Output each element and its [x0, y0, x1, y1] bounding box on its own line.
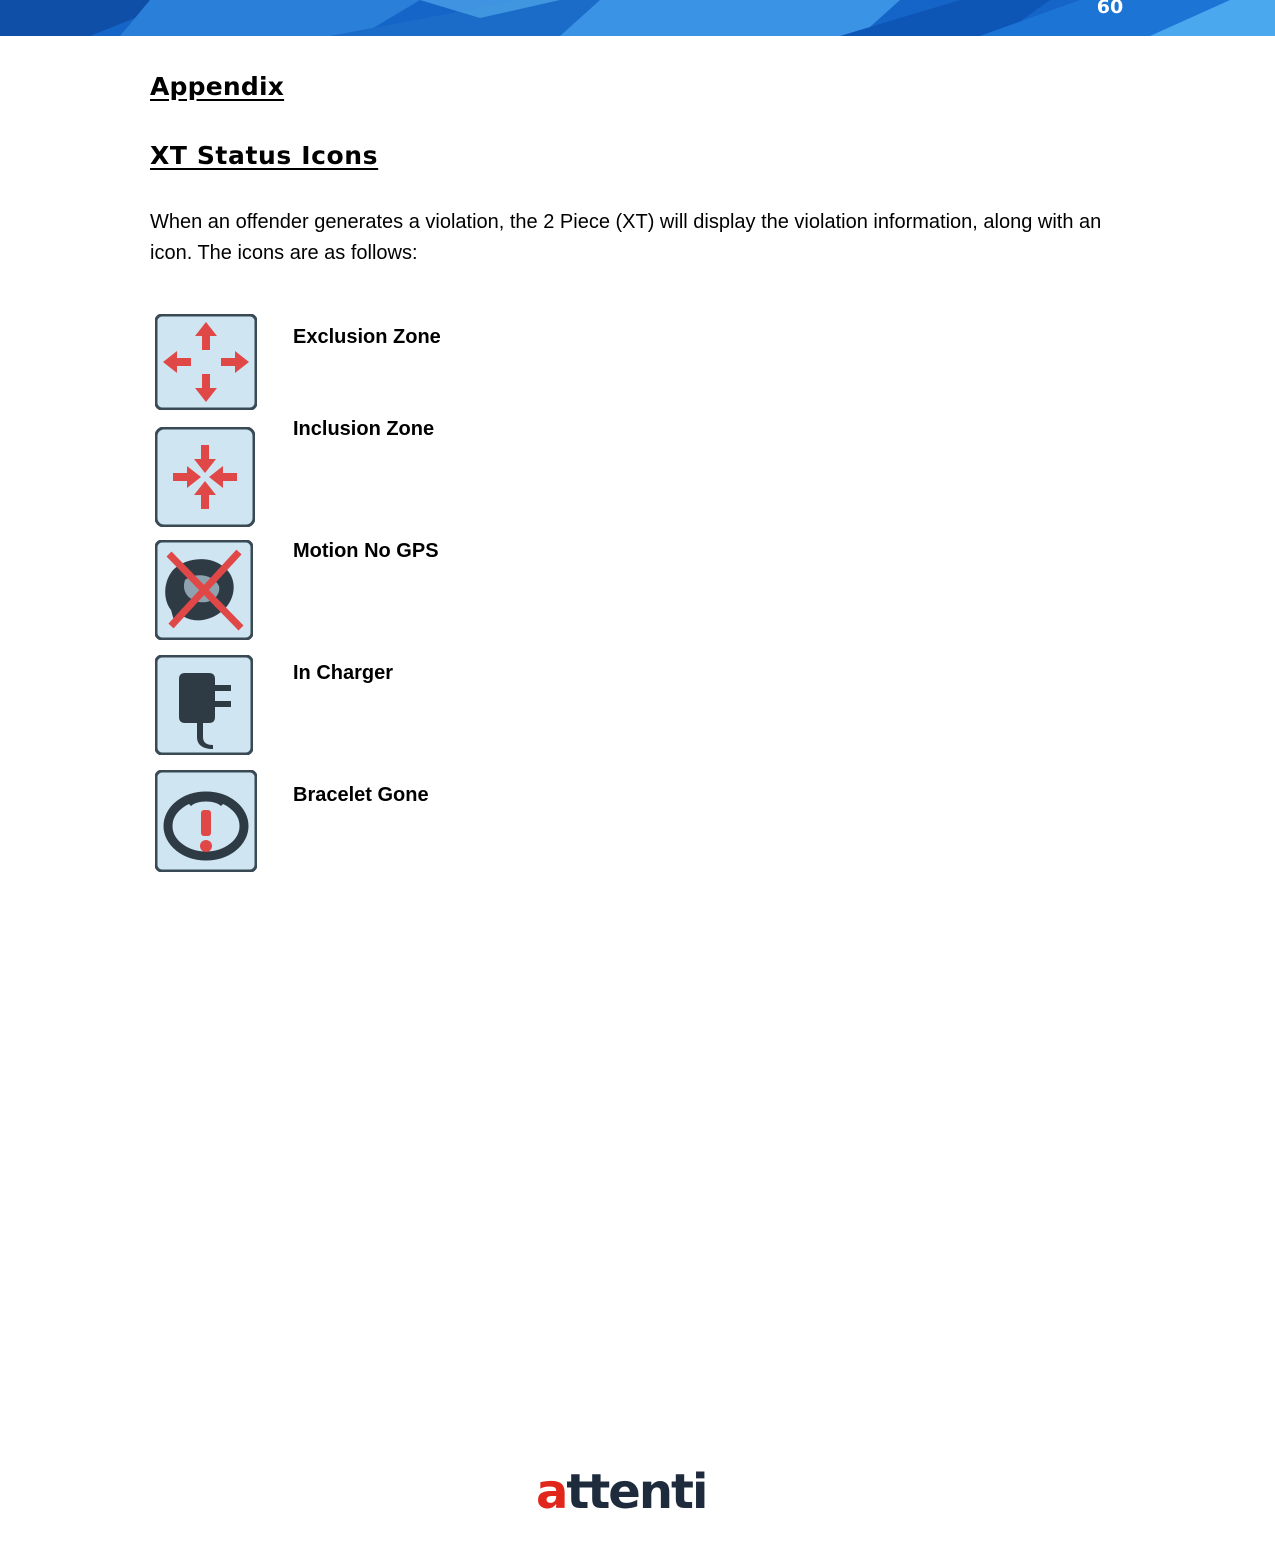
- page-number: 60: [1096, 0, 1124, 18]
- in-charger-icon: [155, 655, 257, 755]
- icon-label-exclusion-zone: Exclusion Zone: [293, 326, 441, 348]
- bracelet-gone-icon: [155, 770, 257, 872]
- icon-label-inclusion-zone: Inclusion Zone: [293, 418, 435, 440]
- icon-label-in-charger: In Charger: [293, 662, 394, 684]
- appendix-title: Appendix: [150, 72, 285, 101]
- intro-paragraph: When an offender generates a violation, the 2 Piece (XT) will display the violation information, along with an icon. The icons are as follows:: [150, 211, 1102, 264]
- inclusion-zone-icon: [155, 427, 257, 527]
- logo-rest: ttenti: [566, 1464, 707, 1520]
- motion-no-gps-icon: [155, 540, 257, 640]
- section-title: XT Status Icons: [150, 141, 379, 170]
- icon-label-bracelet-gone: Bracelet Gone: [293, 784, 429, 806]
- logo-first-letter: a: [536, 1464, 567, 1520]
- exclusion-zone-icon: [155, 314, 257, 410]
- icon-label-motion-no-gps: Motion No GPS: [293, 540, 439, 562]
- attenti-logo: [536, 1464, 707, 1520]
